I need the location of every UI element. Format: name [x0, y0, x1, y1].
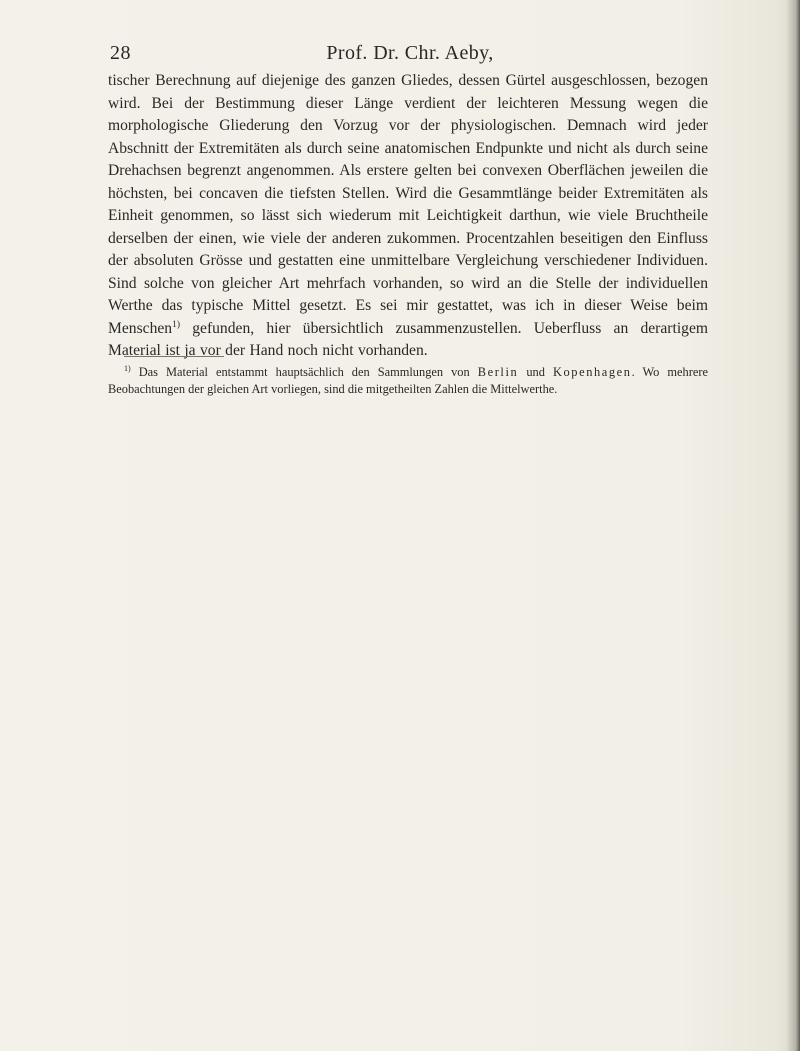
footnote-city-kopenhagen: Kopenhagen — [552, 365, 632, 379]
page-edge-shadow — [786, 0, 800, 1051]
paragraph-text-end: gefunden, hier übersichtlich zusammenzustellen. Ueberfluss an derartigem Material ist ja vor der Hand noch nicht vorhanden. — [108, 319, 708, 359]
running-title: Prof. Dr. Chr. Aeby, — [326, 42, 494, 64]
body-paragraph — [108, 70, 708, 363]
footnote-divider — [124, 356, 224, 357]
paragraph-text: tischer Berechnung auf diejenige des ganzen Gliedes, dessen Gürtel ausgeschlossen, bezogen wird. Bei der Bestimmung dieser Länge verdient der leichteren Messung wegen die morphologische Gliederung den Vorzug vor der physiologischen. Demnach wird jeder Abschnitt der Extremitäten als durch seine anatomischen Endpunkte und nicht als durch seine Drehachsen begrenzt angenommen. Als erstere gelten bei convexen Oberflächen jeweilen die höchsten, bei concaven die tiefsten Stellen. Wird die Gesammtlänge beider Extremitäten als Einheit genommen, so lässt sich wiederum mit Leichtigkeit darthun, wie viele Bruchtheile derselben der einen, wie viele der anderen zukommen. Procentzahlen beseitigen den Einfluss der absoluten Grösse und gestatten eine unmittelbare Vergleichung verschiedener Individuen. Sind solche von gleicher Art mehrfach vorhanden, so wird an die Stelle der individuellen Werthe das typische Mittel gesetzt. Es sei mir gestattet, was ich in dieser Weise beim Menschen — [108, 72, 708, 337]
footnote-mark: 1) — [124, 363, 131, 373]
footnote-text-before: Das Material entstammt hauptsächlich den Sammlungen von — [130, 365, 478, 379]
body-text — [108, 70, 708, 363]
footnote-text-middle: und — [518, 365, 553, 379]
footnote-text-after: . Wo mehrere Beobachtungen der gleichen Art vorliegen, sind die mitgetheilten Zahlen die Mittelwerthe. — [108, 365, 708, 396]
page-number: 28 — [110, 42, 131, 64]
footnote-reference: 1) — [172, 319, 181, 330]
footnote-city-berlin: Berlin — [477, 365, 519, 379]
footnote — [108, 364, 708, 397]
page-header — [110, 42, 710, 68]
